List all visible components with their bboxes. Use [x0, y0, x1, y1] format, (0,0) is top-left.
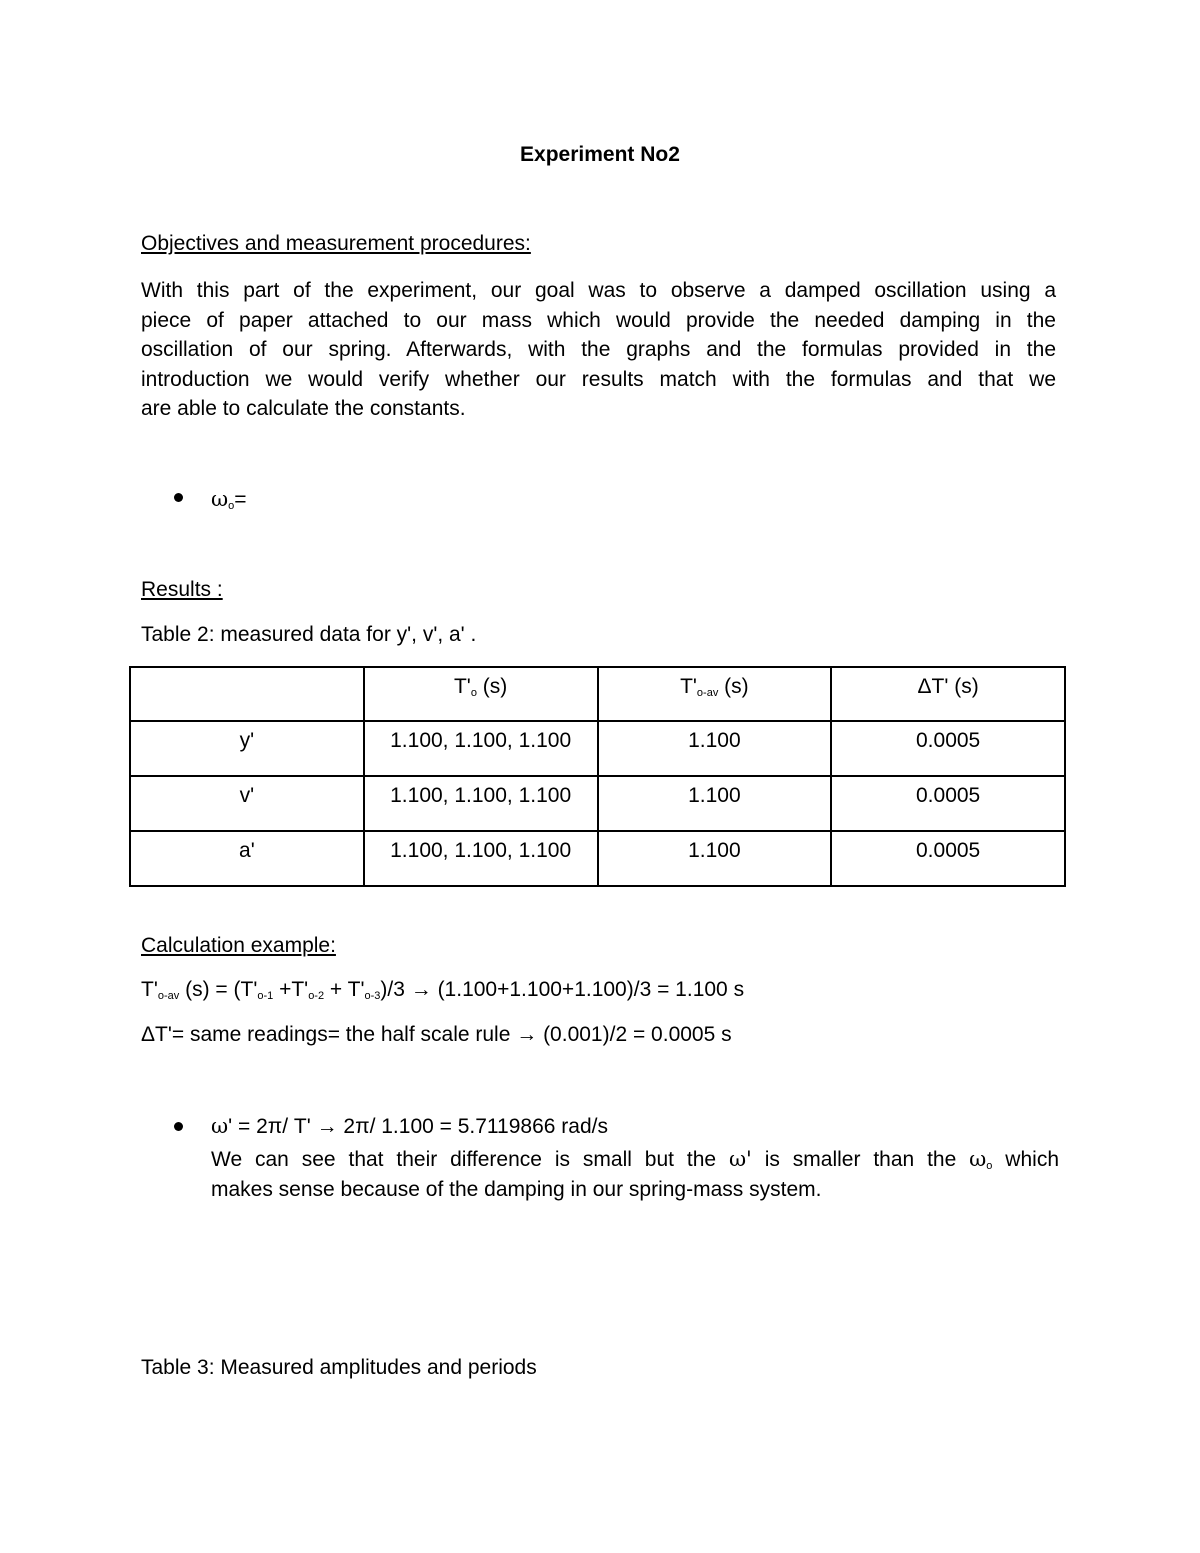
omega-symbol: ω: [211, 487, 229, 511]
bullet-dot: [174, 1122, 183, 1131]
paragraph-line: piece of paper attached to our mass which would provide the needed damping in the: [141, 308, 1056, 332]
paragraph-line: oscillation of our spring. Afterwards, with the graphs and the formulas provided in the: [141, 338, 1056, 361]
cell-average: 1.100: [598, 776, 832, 831]
paragraph-line: introduction we would verify whether our results match with the formulas and that we: [141, 367, 1056, 391]
table2-caption: Table 2: measured data for y', v', a' .: [141, 623, 477, 646]
header-cell-average-period: $T'_{o-av}$ (s): [598, 667, 832, 721]
document-title: Experiment No2: [520, 143, 680, 166]
table-header-row: [130, 667, 1065, 721]
cell-readings: 1.100, 1.100, 1.100: [364, 831, 598, 886]
row-label: y': [130, 721, 364, 776]
table-row: [130, 831, 1065, 886]
cell-average: 1.100: [598, 721, 832, 776]
table3-caption: Table 3: Measured amplitudes and periods: [141, 1356, 537, 1379]
measured-data-table: [129, 666, 1066, 887]
cell-readings: 1.100, 1.100, 1.100: [364, 776, 598, 831]
objectives-heading: Objectives and measurement procedures:: [141, 232, 531, 255]
cell-uncertainty: 0.0005: [831, 721, 1065, 776]
row-label: v': [130, 776, 364, 831]
omega0-equals: =: [234, 488, 247, 511]
row-label: a': [130, 831, 364, 886]
header-cell-empty: [130, 667, 364, 721]
average-period-formula: $T'_{o-av}$ $(s) = (T'_{o-1} +T'_{o-2} + T'_{o-3})/3 \to (1.100+1.100+1.100)/3 = 1.100$ s: [141, 978, 745, 1002]
omega-comparison-note: [211, 1144, 1059, 1205]
results-heading: Results :: [141, 578, 223, 601]
cell-average: 1.100: [598, 831, 832, 886]
header-cell-period: $T'_o$ (s): [364, 667, 598, 721]
note-line: makes sense because of the damping in our spring-mass system.: [211, 1178, 822, 1201]
table-row: [130, 776, 1065, 831]
omega-prime-formula: ω' = 2π/ T' → 2π/ 1.100 = 5.7119866 rad/s: [211, 1114, 608, 1138]
bullet-dot: [174, 493, 183, 502]
omega-subscript: o: [228, 500, 235, 512]
omega-prime-symbol: ω': [728, 1147, 752, 1171]
cell-uncertainty: 0.0005: [831, 776, 1065, 831]
objectives-paragraph: [141, 276, 1056, 424]
header-cell-uncertainty: ΔT' (s): [831, 667, 1065, 721]
paragraph-line: are able to calculate the constants.: [141, 397, 466, 420]
omega0-equation: [211, 487, 247, 512]
uncertainty-formula: ΔT'= same readings= the half scale rule → (0.001)/2 = 0.0005 s: [141, 1023, 732, 1046]
omega-symbol: ω: [969, 1147, 987, 1171]
calculation-heading: Calculation example:: [141, 934, 336, 957]
table-row: [130, 721, 1065, 776]
paragraph-line: With this part of the experiment, our goal was to observe a damped oscillation using a: [141, 279, 1056, 302]
cell-uncertainty: 0.0005: [831, 831, 1065, 886]
omega-symbol: ω: [211, 1114, 229, 1138]
cell-readings: 1.100, 1.100, 1.100: [364, 721, 598, 776]
note-line: We can see that their difference is small but the ω' is smaller than the $\omega_o$ which: [211, 1147, 1059, 1172]
